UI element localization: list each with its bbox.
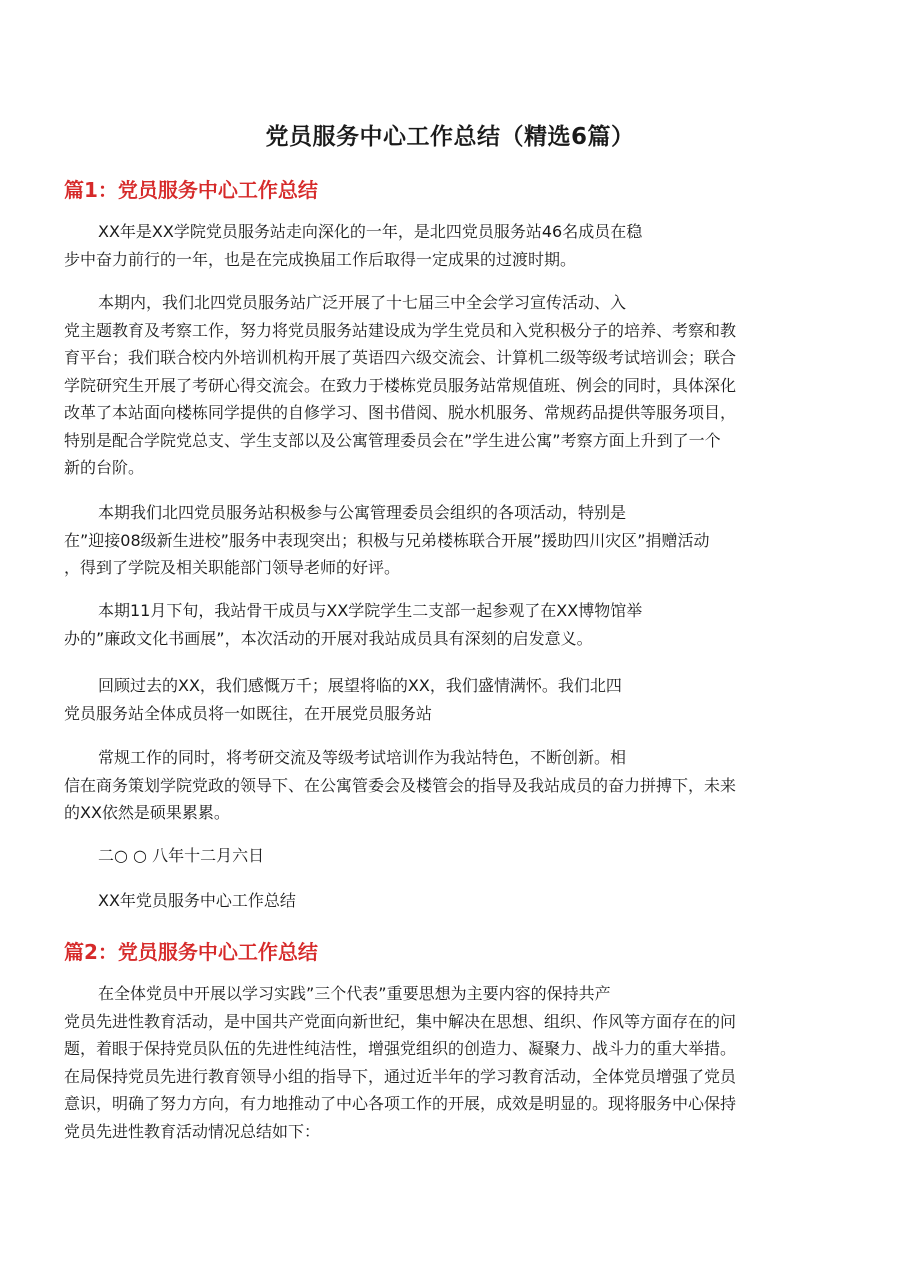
text-line: 回顾过去的XX，我们感慨万千；展望将临的XX，我们盛情满怀。我们北四 — [98, 676, 622, 695]
section-2-heading: 篇2：党员服务中心工作总结 — [64, 940, 318, 964]
text-line: 在全体党员中开展以学习实践”三个代表”重要思想为主要内容的保持共产 — [98, 984, 611, 1003]
text-line: 步中奋力前行的一年，也是在完成换届工作后取得一定成果的过渡时期。 — [64, 249, 577, 269]
text-line: 常规工作的同时，将考研交流及等级考试培训作为我站特色，不断创新。相 — [98, 748, 627, 767]
text-line: 本期内，我们北四党员服务站广泛开展了十七届三中全会学习宣传活动、入 — [98, 293, 627, 312]
text-line: 新的台阶。 — [64, 458, 145, 477]
text-line: 的XX依然是硕果累累。 — [64, 803, 230, 822]
section-1-paragraph-2 — [64, 289, 834, 482]
text-line: 改革了本站面向楼栋同学提供的自修学习、图书借阅、脱水机服务、常规药品提供等服务项目， — [64, 403, 737, 422]
text-line: XX年党员服务中心工作总结 — [98, 891, 296, 910]
document-title: 党员服务中心工作总结（精选6篇） — [265, 124, 635, 150]
text-line: 特别是配合学院党总支、学生支部以及公寓管理委员会在”学生进公寓”考察方面上升到了一个 — [64, 430, 721, 450]
section-1-paragraph-1 — [64, 218, 834, 273]
section-1-subtitle — [64, 887, 834, 915]
text-line: 本期11月下旬，我站骨干成员与XX学院学生二支部一起参观了在XX博物馆举 — [98, 601, 643, 620]
text-line: 党员服务站全体成员将一如既往，在开展党员服务站 — [64, 703, 433, 723]
text-line: 学院研究生开展了考研心得交流会。在致力于楼栋党员服务站常规值班、例会的同时，具体深化 — [64, 375, 737, 395]
section-1-paragraph-3 — [64, 499, 834, 582]
section-1-paragraph-4 — [64, 597, 834, 652]
text-line: 育平台；我们联合校内外培训机构开展了英语四六级交流会、计算机二级等级考试培训会；联合 — [64, 348, 737, 367]
section-1-paragraph-5 — [64, 672, 834, 727]
text-line: 信在商务策划学院党政的领导下、在公寓管委会及楼管会的指导及我站成员的奋力拼搏下，未来 — [64, 775, 737, 795]
text-line: 办的”廉政文化书画展”，本次活动的开展对我站成员具有深刻的启发意义。 — [64, 628, 593, 648]
text-line: 二○ ○ 八年十二月六日 — [98, 846, 265, 865]
text-line: 意识，明确了努力方向，有力地推动了中心各项工作的开展，成效是明显的。现将服务中心保持 — [64, 1094, 737, 1113]
text-line: 党主题教育及考察工作，努力将党员服务站建设成为学生党员和入党积极分子的培养、考察和教 — [64, 320, 737, 340]
text-line: 题，着眼于保持党员队伍的先进性纯洁性，增强党组织的创造力、凝聚力、战斗力的重大举措。 — [64, 1039, 737, 1058]
text-line: 党员先进性教育活动，是中国共产党面向新世纪，集中解决在思想、组织、作风等方面存在的问 — [64, 1011, 737, 1031]
text-line: 本期我们北四党员服务站积极参与公寓管理委员会组织的各项活动，特别是 — [98, 503, 627, 522]
text-line: 在”迎接08级新生进校”服务中表现突出；积极与兄弟楼栋联合开展”援助四川灾区”捐赠活动 — [64, 530, 710, 550]
section-1-date — [64, 842, 834, 870]
section-1-heading: 篇1：党员服务中心工作总结 — [64, 178, 318, 202]
text-line: XX年是XX学院党员服务站走向深化的一年，是北四党员服务站46名成员在稳 — [98, 222, 643, 241]
text-line: 党员先进性教育活动情况总结如下： — [64, 1121, 321, 1141]
section-2-paragraph-1 — [64, 980, 834, 1145]
section-1-paragraph-6 — [64, 744, 834, 827]
text-line: ，得到了学院及相关职能部门领导老师的好评。 — [64, 558, 401, 577]
text-line: 在局保持党员先进行教育领导小组的指导下，通过近半年的学习教育活动，全体党员增强了党员 — [64, 1066, 737, 1086]
